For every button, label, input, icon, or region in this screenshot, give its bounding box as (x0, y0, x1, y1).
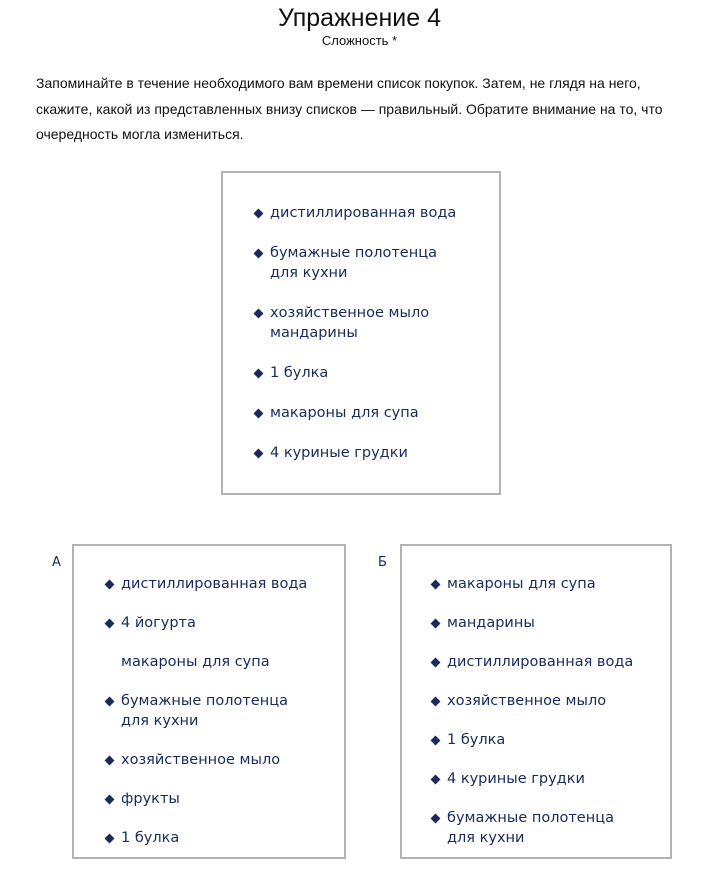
list-item-text: для кухни (270, 265, 348, 281)
option-b-list (432, 574, 633, 848)
list-item-text: хозяйственное мыло (447, 693, 607, 709)
diamond-bullet-icon (431, 619, 441, 629)
list-item (432, 652, 633, 672)
list-item (255, 203, 456, 223)
list-item (255, 243, 456, 283)
list-item-text: 1 булка (270, 365, 329, 381)
diamond-bullet-icon (431, 814, 441, 824)
diamond-bullet-icon (254, 409, 264, 419)
diamond-bullet-icon (105, 834, 115, 844)
diamond-bullet-icon (431, 697, 441, 707)
list-item-text: макароны для супа (121, 654, 270, 670)
list-item-text: 1 булка (121, 830, 180, 846)
diamond-bullet-icon (431, 580, 441, 590)
list-item (106, 652, 307, 672)
list-item (255, 443, 456, 463)
list-item-text: 4 йогурта (121, 615, 196, 631)
list-item-text: 1 булка (447, 732, 506, 748)
list-item (106, 574, 307, 594)
list-item (106, 789, 307, 809)
list-item (432, 574, 633, 594)
diamond-bullet-icon (431, 775, 441, 785)
list-item (432, 691, 633, 711)
list-item-text: бумажные полотенца (121, 693, 288, 709)
difficulty-label: Сложность * (321, 33, 398, 48)
list-item-text: хозяйственное мыло (270, 305, 430, 321)
diamond-bullet-icon (105, 756, 115, 766)
option-b-letter: Б (378, 555, 387, 570)
list-item (106, 613, 307, 633)
diamond-bullet-icon (431, 736, 441, 746)
exercise-title: Упражнение 4 (277, 4, 442, 32)
list-item-text: мандарины (447, 615, 535, 631)
list-item (255, 403, 456, 423)
main-shopping-list (255, 203, 456, 463)
option-a-list (106, 574, 307, 848)
list-item-text: бумажные полотенца (447, 810, 614, 826)
list-item-text: для кухни (121, 713, 199, 729)
list-item-text: бумажные полотенца (270, 245, 437, 261)
option-b-box[interactable] (400, 544, 672, 859)
diamond-bullet-icon (105, 619, 115, 629)
option-a-box[interactable] (72, 544, 346, 859)
diamond-bullet-icon (254, 249, 264, 259)
list-item-text: 4 куриные грудки (447, 771, 585, 787)
list-item-text: 4 куриные грудки (270, 445, 408, 461)
option-a-letter: А (52, 555, 61, 570)
diamond-bullet-icon (105, 580, 115, 590)
list-item-text: макароны для супа (447, 576, 596, 592)
list-item-text: мандарины (270, 325, 358, 341)
diamond-bullet-icon (254, 449, 264, 459)
list-item (255, 303, 456, 343)
list-item (432, 730, 633, 750)
list-item (106, 691, 307, 731)
list-item-text: дистиллированная вода (270, 205, 457, 221)
diamond-bullet-icon (105, 697, 115, 707)
list-item-text: фрукты (121, 791, 180, 807)
list-item (106, 750, 307, 770)
diamond-bullet-icon (254, 369, 264, 379)
diamond-bullet-icon (431, 658, 441, 668)
list-item (432, 613, 633, 633)
list-item-text: дистиллированная вода (447, 654, 634, 670)
list-item (106, 828, 307, 848)
diamond-bullet-icon (254, 309, 264, 319)
list-item-text: дистиллированная вода (121, 576, 308, 592)
diamond-bullet-icon (105, 795, 115, 805)
list-item (255, 363, 456, 383)
list-item-text: для кухни (447, 830, 525, 846)
list-item (432, 808, 633, 848)
main-list-box (221, 171, 501, 495)
diamond-bullet-icon (254, 209, 264, 219)
list-item-text: макароны для супа (270, 405, 419, 421)
list-item (432, 769, 633, 789)
instructions-text: Запоминайте в течение необходимого вам времени список покупок. Затем, не глядя на него, скажите, какой из представленных внизу списков — правильный. Обратите внимание на то, что очередность могла измениться. (36, 75, 663, 142)
list-item-text: хозяйственное мыло (121, 752, 281, 768)
